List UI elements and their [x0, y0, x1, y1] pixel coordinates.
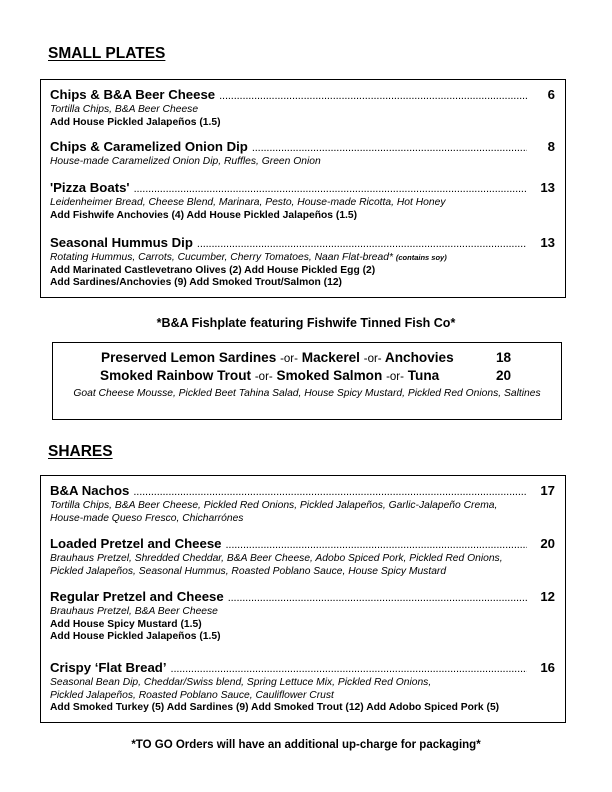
or-separator: -or- — [386, 371, 404, 383]
item-price: 8 — [547, 139, 555, 154]
or-separator: -or- — [363, 353, 382, 365]
item-addon: Add House Pickled Jalapeños (1.5) — [50, 116, 221, 128]
fishplate-heading: *B&A Fishplate featuring Fishwife Tinned Fish Co* — [156, 316, 456, 330]
dot-leader — [226, 537, 528, 553]
fishplate-price-1: 18 — [496, 350, 512, 365]
menu-item — [50, 139, 555, 169]
item-addon: Add Marinated Castlevetrano Olives (2) Add House Pickled Egg (2) — [50, 264, 376, 276]
menu-item — [50, 589, 555, 644]
item-description: Brauhaus Pretzel, Shredded Cheddar, B&A Beer Cheese, Adobo Spiced Pork, Pickled Red Onions, — [50, 553, 503, 564]
item-price: 13 — [540, 180, 555, 195]
item-description: Pickled Jalapeños, Roasted Poblano Sauce, Cauliflower Crust — [50, 689, 334, 701]
item-description: Seasonal Bean Dip, Cheddar/Swiss blend, Spring Lettuce Mix, Pickled Red Onions, — [50, 677, 432, 688]
item-name: Seasonal Hummus Dip — [50, 235, 193, 250]
menu-item — [50, 180, 555, 222]
item-addon: Add Smoked Turkey (5) Add Sardines (9) Add Smoked Trout (12) Add Adobo Spiced Pork (5) — [50, 702, 500, 713]
menu-item — [50, 660, 555, 715]
dot-leader — [133, 484, 527, 500]
item-price: 12 — [540, 589, 555, 604]
menu-item — [50, 536, 555, 578]
dot-leader — [219, 88, 527, 104]
dot-leader — [228, 590, 527, 606]
small-plates-box — [40, 79, 566, 298]
menu-item — [50, 235, 555, 290]
item-description: House-made Queso Fresco, Chicharrónes — [50, 512, 244, 524]
fishplate-row-1 — [101, 350, 454, 365]
item-description: Tortilla Chips, B&A Beer Cheese, Pickled Red Onions, Pickled Jalapeños, Garlic-Jalapeño Crema, — [50, 500, 498, 511]
item-price: 17 — [540, 483, 555, 498]
fishplate-row-2 — [100, 368, 439, 383]
to-go-note: *TO GO Orders will have an additional up-charge for packaging* — [131, 739, 481, 751]
fish-option: Preserved Lemon Sardines — [101, 350, 277, 365]
shares-title: SHARES — [48, 443, 113, 460]
item-name: Loaded Pretzel and Cheese — [50, 536, 222, 551]
item-description: Brauhaus Pretzel, B&A Beer Cheese — [50, 606, 218, 617]
menu-item — [50, 87, 555, 129]
dot-leader — [197, 236, 527, 252]
item-price: 20 — [540, 536, 555, 551]
item-name: Crispy ‘Flat Bread’ — [50, 660, 167, 675]
fishplate-box — [52, 342, 562, 420]
fish-option: Smoked Rainbow Trout — [100, 368, 252, 383]
item-name: Regular Pretzel and Cheese — [50, 589, 224, 604]
item-description-text: Rotating Hummus, Carrots, Cucumber, Cherry Tomatoes, Naan Flat-bread* — [50, 252, 393, 263]
item-name: Chips & Caramelized Onion Dip — [50, 139, 248, 154]
dot-leader — [252, 140, 527, 156]
dot-leader — [134, 181, 527, 197]
fishplate-price-2: 20 — [496, 368, 512, 383]
item-addon: Add Fishwife Anchovies (4) Add House Pickled Jalapeños (1.5) — [50, 209, 358, 221]
item-name: Chips & B&A Beer Cheese — [50, 87, 216, 102]
or-separator: -or- — [280, 353, 298, 365]
item-price: 13 — [540, 235, 555, 250]
dot-leader — [171, 661, 527, 677]
menu-item — [50, 483, 555, 525]
fish-option: Anchovies — [384, 350, 454, 365]
or-separator: -or- — [254, 371, 273, 383]
item-addon: Add House Pickled Jalapeños (1.5) — [50, 631, 221, 642]
item-description: Pickled Jalapeños, Seasonal Hummus, Roasted Poblano Sauce, House Spicy Mustard — [50, 565, 447, 577]
item-price: 6 — [547, 87, 555, 102]
item-description: House-made Caramelized Onion Dip, Ruffles, Green Onion — [50, 156, 321, 167]
item-price: 16 — [540, 660, 555, 675]
fishplate-description: Goat Cheese Mousse, Pickled Beet Tahina Salad, House Spicy Mustard, Pickled Red Onions, Saltines — [73, 388, 541, 399]
fish-option: Mackerel — [301, 350, 360, 365]
item-addon: Add House Spicy Mustard (1.5) — [50, 618, 202, 630]
shares-box — [40, 475, 566, 723]
item-name: B&A Nachos — [50, 483, 130, 498]
item-description — [50, 252, 555, 265]
small-plates-title: SMALL PLATES — [48, 45, 166, 62]
contains-soy-note: (contains soy) — [395, 253, 447, 262]
fish-option: Smoked Salmon — [276, 368, 383, 383]
item-name: 'Pizza Boats' — [50, 180, 130, 195]
item-description: Leidenheimer Bread, Cheese Blend, Marinara, Pesto, House-made Ricotta, Hot Honey — [50, 197, 446, 208]
item-description: Tortilla Chips, B&A Beer Cheese — [50, 104, 199, 115]
fish-option: Tuna — [407, 368, 440, 383]
item-addon: Add Sardines/Anchovies (9) Add Smoked Trout/Salmon (12) — [50, 277, 342, 288]
